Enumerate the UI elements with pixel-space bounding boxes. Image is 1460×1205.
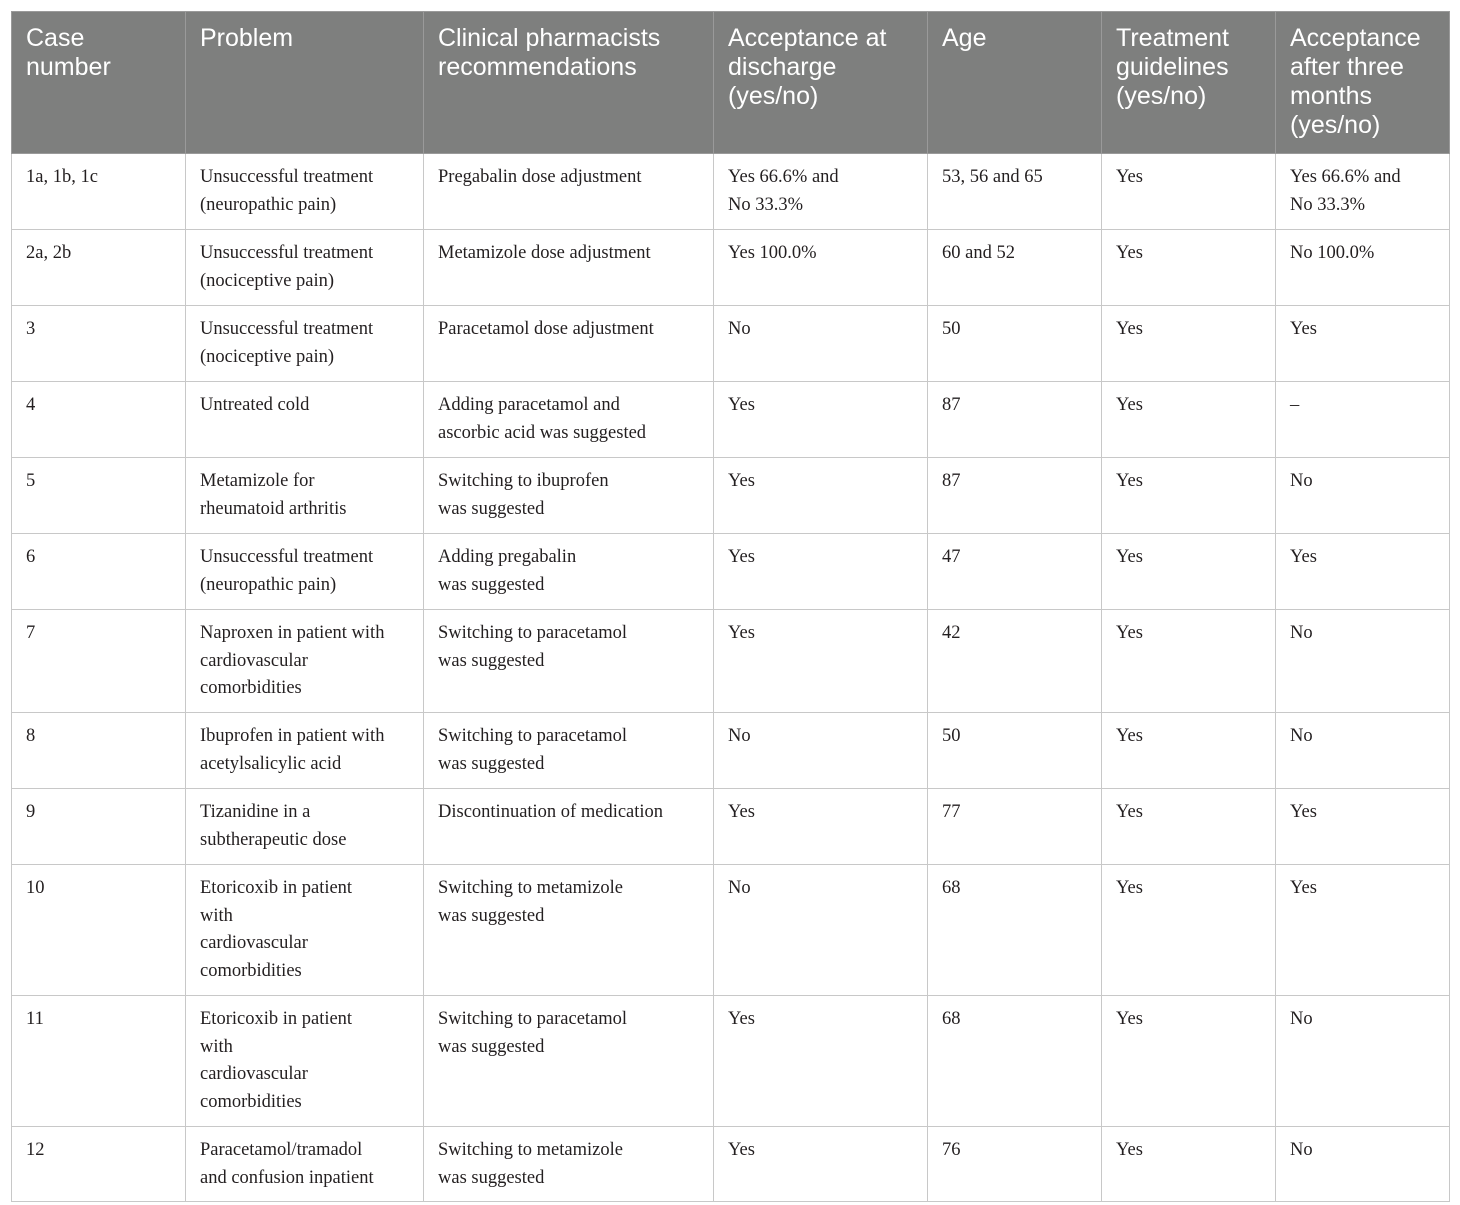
cell-treatment-guidelines: Yes: [1102, 713, 1276, 789]
cell-case-number: 11: [12, 996, 186, 1127]
table-row: [12, 382, 1450, 458]
cell-acceptance-discharge: Yes 66.6% and No 33.3%: [714, 154, 928, 230]
header-problem: Problem: [186, 12, 424, 154]
cell-recommendation: Switching to paracetamol was suggested: [424, 713, 714, 789]
header-case-number: Case number: [12, 12, 186, 154]
cell-acceptance-discharge: Yes: [714, 789, 928, 865]
cell-case-number: 3: [12, 306, 186, 382]
cell-problem: Etoricoxib in patient with cardiovascular comorbidities: [186, 865, 424, 996]
cell-case-number: 12: [12, 1127, 186, 1202]
cell-acceptance-discharge: Yes: [714, 382, 928, 458]
cell-acceptance-three-months: Yes 66.6% and No 33.3%: [1276, 154, 1450, 230]
cell-acceptance-three-months: No: [1276, 996, 1450, 1127]
cell-case-number: 2a, 2b: [12, 230, 186, 306]
header-age: Age: [928, 12, 1102, 154]
table-row: [12, 789, 1450, 865]
cell-age: 47: [928, 534, 1102, 610]
cell-age: 77: [928, 789, 1102, 865]
table-header: [12, 12, 1450, 154]
cell-case-number: 4: [12, 382, 186, 458]
cell-recommendation: Switching to metamizole was suggested: [424, 865, 714, 996]
cell-acceptance-discharge: Yes: [714, 534, 928, 610]
cell-recommendation: Discontinuation of medication: [424, 789, 714, 865]
cell-treatment-guidelines: Yes: [1102, 154, 1276, 230]
cell-problem: Etoricoxib in patient with cardiovascular comorbidities: [186, 996, 424, 1127]
cell-treatment-guidelines: Yes: [1102, 306, 1276, 382]
cell-age: 87: [928, 458, 1102, 534]
cell-problem: Paracetamol/tramadol and confusion inpatient: [186, 1127, 424, 1202]
cell-case-number: 7: [12, 610, 186, 713]
cell-age: 50: [928, 713, 1102, 789]
table-row: [12, 865, 1450, 996]
table-row: [12, 306, 1450, 382]
table-row: [12, 458, 1450, 534]
cell-problem: Unsuccessful treatment (nociceptive pain): [186, 306, 424, 382]
cell-treatment-guidelines: Yes: [1102, 534, 1276, 610]
cell-recommendation: Adding paracetamol and ascorbic acid was suggested: [424, 382, 714, 458]
table-row: [12, 230, 1450, 306]
cell-treatment-guidelines: Yes: [1102, 610, 1276, 713]
table-row: [12, 154, 1450, 230]
cell-acceptance-three-months: No: [1276, 1127, 1450, 1202]
cell-acceptance-discharge: Yes: [714, 1127, 928, 1202]
header-acceptance-three-months: Acceptance after three months (yes/no): [1276, 12, 1450, 154]
cell-acceptance-three-months: No: [1276, 458, 1450, 534]
header-treatment-guidelines: Treatment guidelines (yes/no): [1102, 12, 1276, 154]
cell-age: 87: [928, 382, 1102, 458]
cell-acceptance-three-months: Yes: [1276, 534, 1450, 610]
pharmacist-recommendations-table: [11, 11, 1450, 1202]
results-table-container: [11, 11, 1449, 1202]
table-row: [12, 1127, 1450, 1202]
cell-treatment-guidelines: Yes: [1102, 230, 1276, 306]
cell-recommendation: Switching to ibuprofen was suggested: [424, 458, 714, 534]
cell-problem: Unsuccessful treatment (neuropathic pain): [186, 534, 424, 610]
cell-problem: Tizanidine in a subtherapeutic dose: [186, 789, 424, 865]
cell-treatment-guidelines: Yes: [1102, 1127, 1276, 1202]
cell-case-number: 10: [12, 865, 186, 996]
cell-treatment-guidelines: Yes: [1102, 789, 1276, 865]
cell-age: 50: [928, 306, 1102, 382]
cell-problem: Naproxen in patient with cardiovascular comorbidities: [186, 610, 424, 713]
table-row: [12, 610, 1450, 713]
cell-age: 53, 56 and 65: [928, 154, 1102, 230]
cell-acceptance-discharge: Yes: [714, 610, 928, 713]
cell-age: 76: [928, 1127, 1102, 1202]
cell-treatment-guidelines: Yes: [1102, 382, 1276, 458]
cell-recommendation: Paracetamol dose adjustment: [424, 306, 714, 382]
cell-age: 68: [928, 996, 1102, 1127]
cell-recommendation: Adding pregabalin was suggested: [424, 534, 714, 610]
cell-acceptance-three-months: Yes: [1276, 789, 1450, 865]
cell-acceptance-discharge: Yes: [714, 458, 928, 534]
cell-problem: Unsuccessful treatment (neuropathic pain): [186, 154, 424, 230]
cell-treatment-guidelines: Yes: [1102, 996, 1276, 1127]
header-row: [12, 12, 1450, 154]
cell-acceptance-three-months: No: [1276, 713, 1450, 789]
cell-problem: Untreated cold: [186, 382, 424, 458]
cell-recommendation: Switching to paracetamol was suggested: [424, 996, 714, 1127]
cell-acceptance-discharge: No: [714, 306, 928, 382]
cell-acceptance-three-months: Yes: [1276, 306, 1450, 382]
cell-age: 68: [928, 865, 1102, 996]
header-recommendations: Clinical pharmacists recommendations: [424, 12, 714, 154]
cell-case-number: 6: [12, 534, 186, 610]
cell-case-number: 8: [12, 713, 186, 789]
cell-case-number: 5: [12, 458, 186, 534]
cell-problem: Ibuprofen in patient with acetylsalicylic acid: [186, 713, 424, 789]
cell-acceptance-three-months: Yes: [1276, 865, 1450, 996]
header-acceptance-discharge: Acceptance at discharge (yes/no): [714, 12, 928, 154]
table-row: [12, 996, 1450, 1127]
cell-recommendation: Switching to metamizole was suggested: [424, 1127, 714, 1202]
table-body: [12, 154, 1450, 1202]
cell-acceptance-discharge: No: [714, 865, 928, 996]
cell-recommendation: Pregabalin dose adjustment: [424, 154, 714, 230]
cell-treatment-guidelines: Yes: [1102, 458, 1276, 534]
cell-acceptance-discharge: No: [714, 713, 928, 789]
cell-acceptance-three-months: –: [1276, 382, 1450, 458]
cell-acceptance-discharge: Yes: [714, 996, 928, 1127]
table-row: [12, 534, 1450, 610]
cell-case-number: 9: [12, 789, 186, 865]
cell-problem: Unsuccessful treatment (nociceptive pain): [186, 230, 424, 306]
cell-case-number: 1a, 1b, 1c: [12, 154, 186, 230]
cell-acceptance-three-months: No 100.0%: [1276, 230, 1450, 306]
cell-recommendation: Switching to paracetamol was suggested: [424, 610, 714, 713]
cell-acceptance-three-months: No: [1276, 610, 1450, 713]
cell-treatment-guidelines: Yes: [1102, 865, 1276, 996]
cell-age: 60 and 52: [928, 230, 1102, 306]
cell-age: 42: [928, 610, 1102, 713]
cell-problem: Metamizole for rheumatoid arthritis: [186, 458, 424, 534]
cell-recommendation: Metamizole dose adjustment: [424, 230, 714, 306]
table-row: [12, 713, 1450, 789]
cell-acceptance-discharge: Yes 100.0%: [714, 230, 928, 306]
